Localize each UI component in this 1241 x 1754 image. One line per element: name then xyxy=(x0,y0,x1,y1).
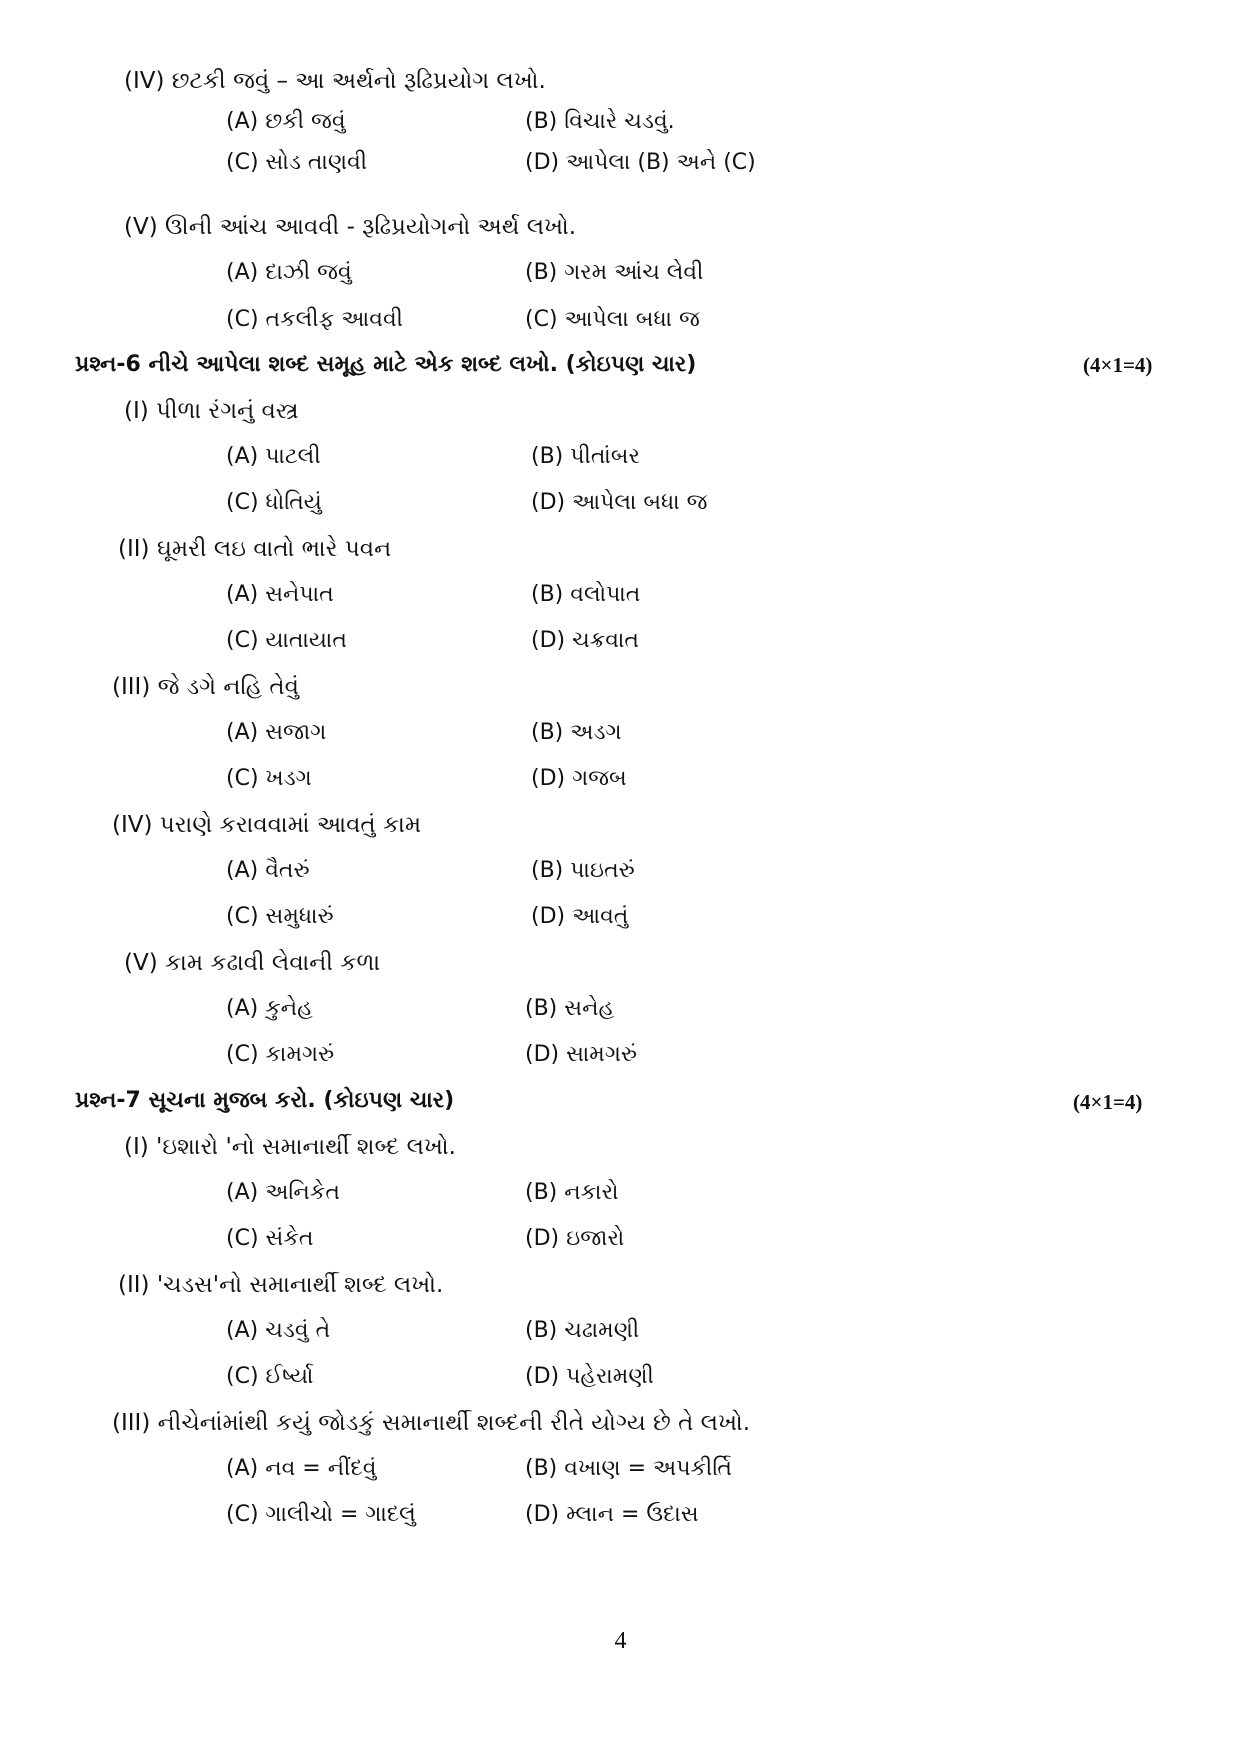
question-text: (III) નીચેનાંમાંથી કયું જોડકું સમાનાર્થી શબ્દની રીતે યોગ્ય છે તે લખો. xyxy=(112,1410,751,1436)
option-b: (B) નકારો xyxy=(525,1180,619,1205)
question-text: (V) કામ કઢાવી લેવાની કળા xyxy=(124,950,381,976)
section-heading: પ્રશ્ન-6 નીચે આપેલા શબ્દ સમૂહ માટે એક શબ્દ લખો. (કોઇપણ ચાર) xyxy=(75,352,697,377)
option-c: (C) ઈર્ષ્યા xyxy=(226,1364,314,1389)
page-number: 4 xyxy=(614,1628,627,1654)
option-c: (C) ગાલીચો = ગાદલું xyxy=(226,1502,416,1527)
option-a: (A) દાઝી જવું xyxy=(226,260,352,285)
question-text: (II) 'ચડસ'નો સમાનાર્થી શબ્દ લખો. xyxy=(118,1272,444,1298)
question-text: (I) 'ઇશારો 'નો સમાનાર્થી શબ્દ લખો. xyxy=(124,1134,456,1160)
question-text: (II) ઘૂમરી લઇ વાતો ભારે પવન xyxy=(118,536,392,562)
option-b: (B) વખાણ = અપકીર્તિ xyxy=(525,1456,732,1481)
option-a: (A) કુનેહ xyxy=(226,996,313,1021)
option-d: (D) ગજબ xyxy=(531,766,627,791)
option-c: (C) સમુધારું xyxy=(226,904,334,929)
option-d: (D) સામગરું xyxy=(525,1042,638,1067)
option-c: (C) યાતાયાત xyxy=(226,628,347,653)
option-c: (C) કામગરું xyxy=(226,1042,335,1067)
option-a: (A) સજાગ xyxy=(226,720,327,745)
option-a: (A) વૈતરું xyxy=(226,858,310,883)
option-d: (C) આપેલા બધા જ xyxy=(525,307,700,332)
option-d: (D) આપેલા (B) અને (C) xyxy=(525,150,756,175)
question-text: (V) ઊની આંચ આવવી - રૂઢિપ્રયોગનો અર્થ લખો. xyxy=(124,214,577,240)
option-a: (A) પાટલી xyxy=(226,444,321,469)
option-a: (A) અનિકેત xyxy=(226,1180,340,1205)
option-d: (D) આપેલા બધા જ xyxy=(531,490,708,515)
option-d: (D) પહેરામણી xyxy=(525,1364,654,1389)
option-b: (B) પાઇતરું xyxy=(531,858,635,883)
option-b: (B) પીતાંબર xyxy=(531,444,640,469)
option-b: (B) સનેહ xyxy=(525,996,615,1021)
question-text: (I) પીળા રંગનું વસ્ત્ર xyxy=(124,398,299,424)
option-d: (D) ઇજારો xyxy=(525,1226,625,1251)
option-c: (C) સંકેત xyxy=(226,1226,314,1251)
option-a: (A) સનેપાત xyxy=(226,582,334,607)
option-d: (D) આવતું xyxy=(531,904,629,929)
option-b: (B) વિચારે ચડવું. xyxy=(525,109,675,134)
question-text: (IV) છટકી જવું – આ અર્થનો રૂઢિપ્રયોગ લખો. xyxy=(124,68,546,94)
marks-label: (4×1=4) xyxy=(1083,353,1153,377)
option-b: (B) અડગ xyxy=(531,720,622,745)
option-a: (A) છકી જવું xyxy=(226,109,346,134)
option-c: (C) તકલીફ આવવી xyxy=(226,307,403,332)
option-d: (D) મ્લાન = ઉદાસ xyxy=(525,1502,699,1527)
option-b: (B) વલોપાત xyxy=(531,582,641,607)
marks-label: (4×1=4) xyxy=(1073,1090,1143,1114)
option-c: (C) સોડ તાણવી xyxy=(226,150,368,175)
section-heading: પ્રશ્ન-7 સૂચના મુજબ કરો. (કોઇપણ ચાર) xyxy=(75,1088,455,1113)
option-a: (A) ચડવું તે xyxy=(226,1318,331,1343)
option-b: (B) ચઢામણી xyxy=(525,1318,640,1343)
option-c: (C) ખડગ xyxy=(226,766,312,791)
question-text: (III) જે ડગે નહિ તેવું xyxy=(112,674,299,700)
question-text: (IV) પરાણે કરાવવામાં આવતું કામ xyxy=(112,812,422,838)
option-c: (C) ધોતિયું xyxy=(226,490,322,515)
option-a: (A) નવ = નીંદવું xyxy=(226,1456,377,1481)
option-b: (B) ગરમ આંચ લેવી xyxy=(525,260,704,285)
option-d: (D) ચક્રવાત xyxy=(531,628,639,653)
